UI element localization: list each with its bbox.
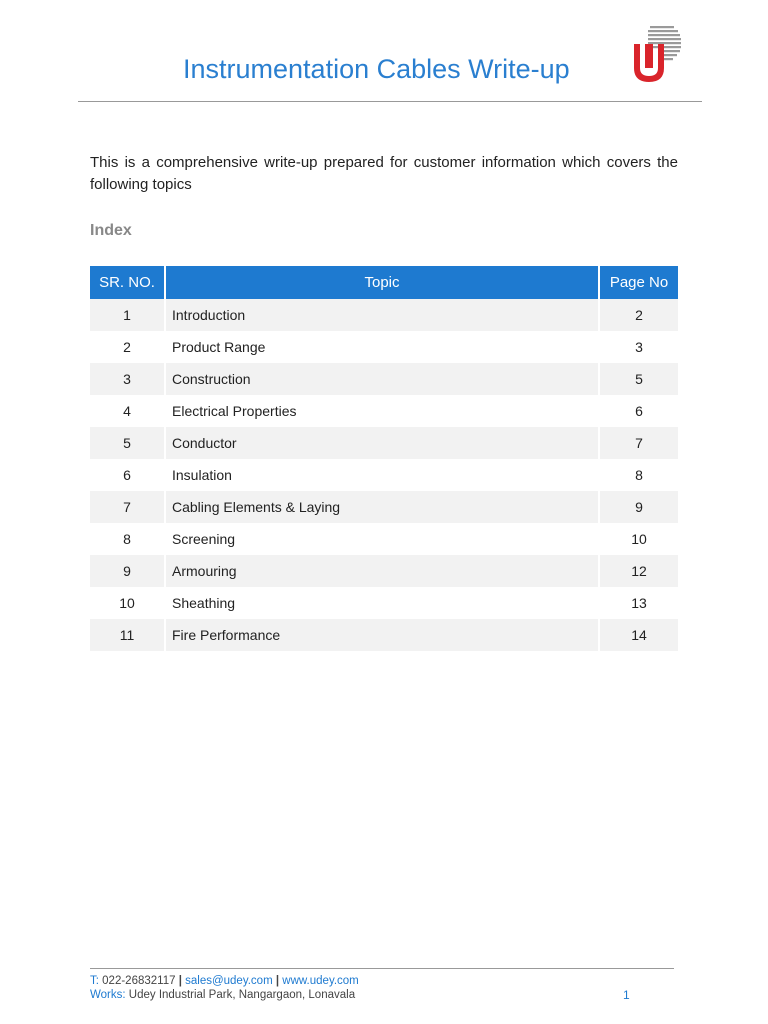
sr-no-cell: 8 xyxy=(90,523,165,555)
column-header-sr-no: SR. NO. xyxy=(90,266,165,299)
page-no-cell: 13 xyxy=(631,595,647,611)
website-link[interactable]: www.udey.com xyxy=(282,975,359,987)
email-link[interactable]: sales@udey.com xyxy=(185,975,273,987)
topic-cell: Screening xyxy=(165,523,599,555)
topic-cell: Sheathing xyxy=(165,587,599,619)
page-no-cell: 8 xyxy=(635,467,643,483)
footer-contact-line xyxy=(90,974,359,988)
topic-cell: Introduction xyxy=(165,299,599,331)
page-no-cell: 5 xyxy=(599,363,678,395)
index-heading: Index xyxy=(90,222,132,239)
column-header-page-no: Page No xyxy=(599,266,678,299)
table-row xyxy=(90,555,678,587)
topic-cell: Electrical Properties xyxy=(165,395,599,427)
page-no-cell: 7 xyxy=(599,427,678,459)
page-number: 1 xyxy=(623,988,630,1002)
page-no-cell: 9 xyxy=(599,491,678,523)
topic-cell: Armouring xyxy=(165,555,599,587)
sr-no-cell: 2 xyxy=(90,331,165,363)
page-no-cell: 6 xyxy=(635,403,643,419)
table-row xyxy=(90,491,678,523)
sr-no-cell: 11 xyxy=(90,619,165,651)
sr-no-cell: 6 xyxy=(90,459,165,491)
table-row xyxy=(90,331,678,363)
sr-no-cell: 1 xyxy=(90,299,165,331)
index-table-header-row xyxy=(90,266,678,299)
table-row xyxy=(90,427,678,459)
works-address: Udey Industrial Park, Nangargaon, Lonavala xyxy=(128,989,356,1001)
works-label: Works: xyxy=(90,989,126,1001)
udey-logo-icon xyxy=(630,24,684,86)
topic-cell: Conductor xyxy=(165,427,599,459)
sr-no-cell: 9 xyxy=(90,555,165,587)
sr-no-cell: 7 xyxy=(90,491,165,523)
table-row xyxy=(90,299,678,331)
page-no-cell: 14 xyxy=(599,619,678,651)
sr-no-cell: 3 xyxy=(90,363,165,395)
table-row xyxy=(90,587,678,619)
sr-no-cell: 10 xyxy=(90,587,165,619)
topic-cell: Insulation xyxy=(165,459,599,491)
footer-separator: | xyxy=(178,975,182,987)
footer-separator: | xyxy=(275,975,280,987)
topic-cell: Construction xyxy=(165,363,599,395)
table-row xyxy=(90,619,678,651)
header-divider xyxy=(78,101,702,102)
topic-cell: Product Range xyxy=(165,331,599,363)
page-header xyxy=(0,0,768,102)
page-no-cell: 3 xyxy=(635,339,643,355)
footer-works-line xyxy=(90,988,359,1002)
phone-label: T: xyxy=(90,975,99,987)
sr-no-cell: 5 xyxy=(90,427,165,459)
table-row xyxy=(90,459,678,491)
footer-divider xyxy=(90,968,674,969)
table-row xyxy=(90,395,678,427)
topic-cell: Fire Performance xyxy=(165,619,599,651)
page-no-cell: 10 xyxy=(631,531,647,547)
page-title: Instrumentation Cables Write-up xyxy=(183,54,570,84)
topic-cell: Cabling Elements & Laying xyxy=(165,491,599,523)
page-no-cell: 2 xyxy=(599,299,678,331)
index-table xyxy=(90,266,678,651)
phone-number: 022-26832117 xyxy=(102,975,176,987)
table-row xyxy=(90,363,678,395)
page-no-cell: 12 xyxy=(599,555,678,587)
table-row xyxy=(90,523,678,555)
column-header-topic: Topic xyxy=(165,266,599,299)
page-footer xyxy=(90,974,359,1002)
intro-paragraph: This is a comprehensive write-up prepared for customer information which covers the following topics xyxy=(90,154,678,193)
sr-no-cell: 4 xyxy=(90,395,165,427)
